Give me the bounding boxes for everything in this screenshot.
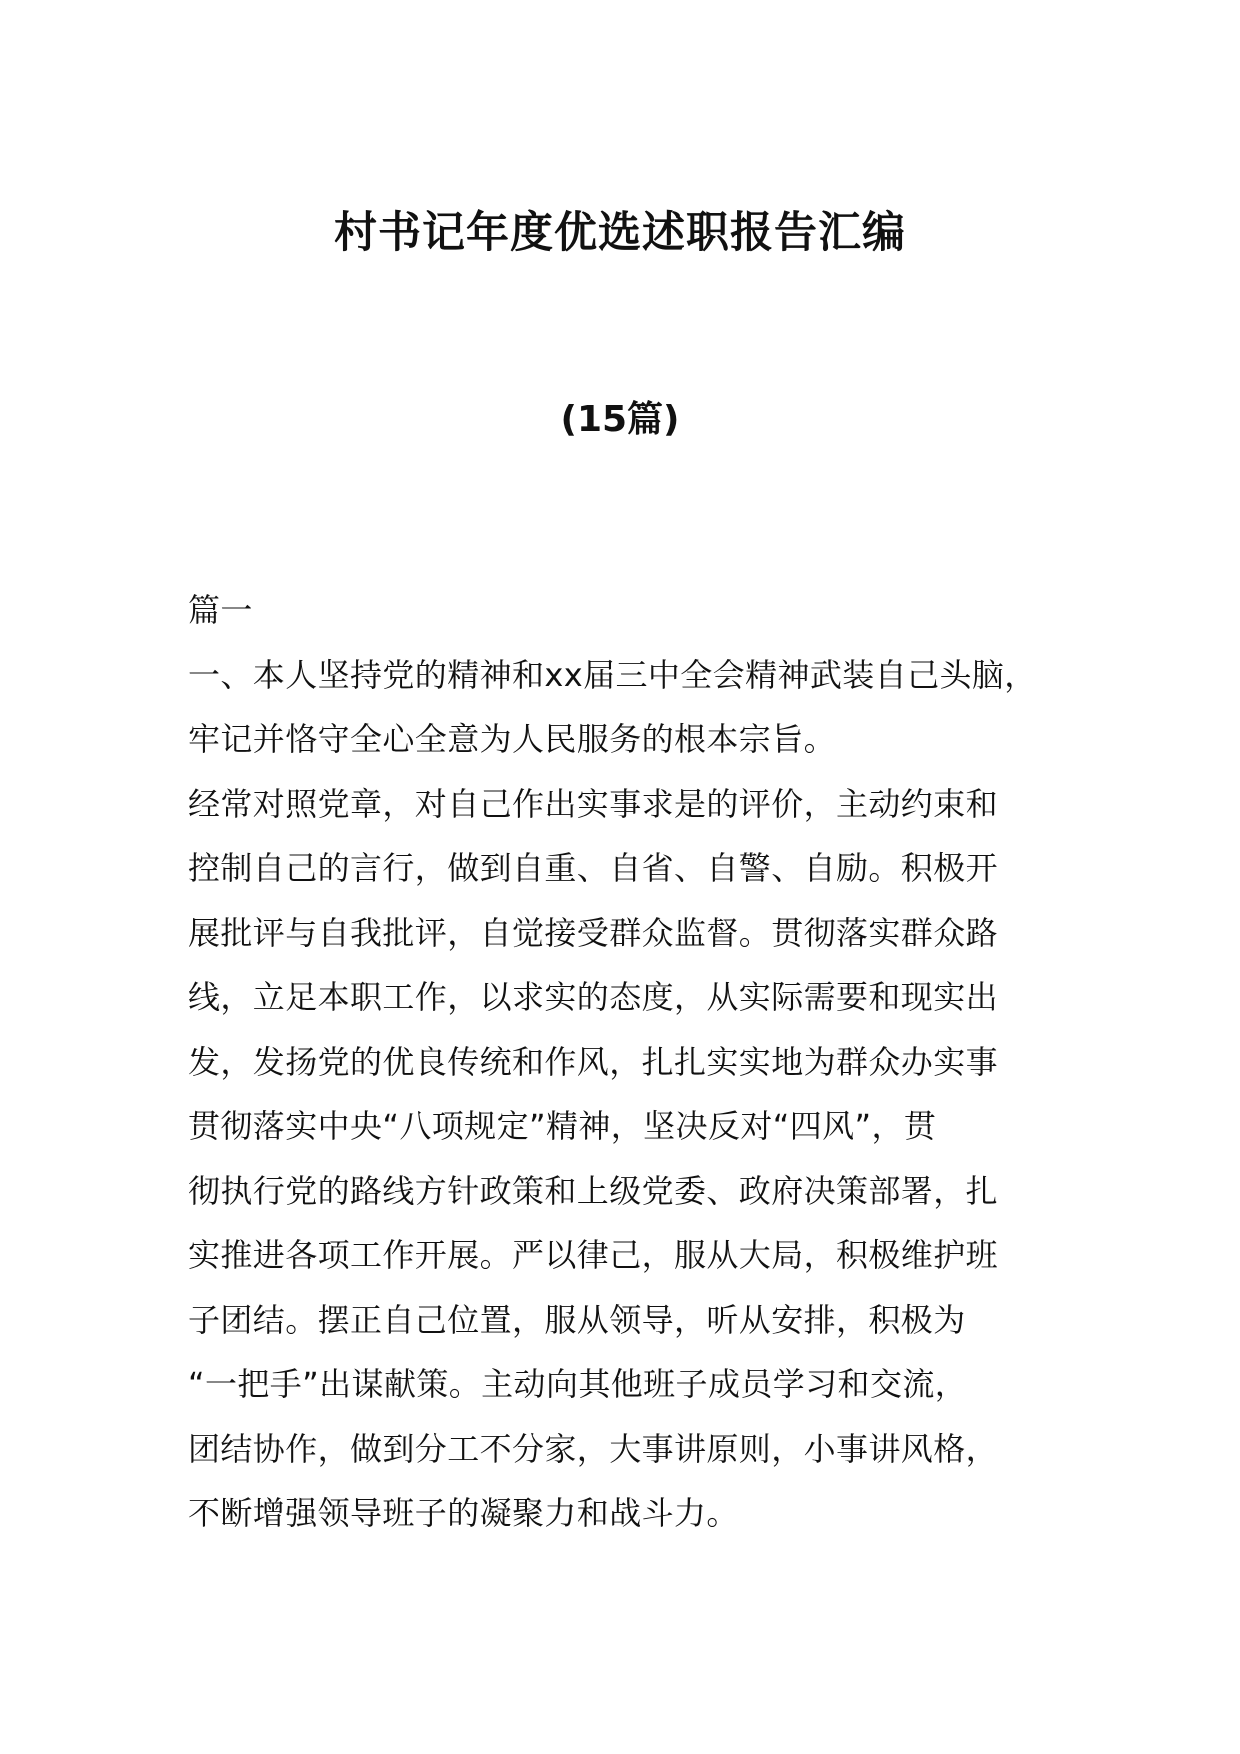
- section-heading: 篇一: [188, 591, 253, 629]
- body-line: 团结协作，做到分工不分家，大事讲原则，小事讲风格，: [188, 1429, 999, 1468]
- document-subtitle: (15篇): [560, 399, 680, 440]
- body-line: 实推进各项工作开展。严以律己，服从大局，积极维护班: [188, 1236, 999, 1274]
- body-line: 发，发扬党的优良传统和作风，扎扎实实地为群众办实事: [188, 1042, 999, 1081]
- body-line: 子团结。摆正自己位置，服从领导，听从安排，积极为: [188, 1300, 966, 1339]
- body-line: 牢记并恪守全心全意为人民服务的根本宗旨。: [188, 720, 837, 758]
- body-line: 线，立足本职工作，以求实的态度，从实际需要和现实出: [188, 978, 999, 1016]
- body-line: 控制自己的言行，做到自重、自省、自警、自励。积极开: [188, 849, 999, 887]
- body-line: 贯彻落实中央“八项规定”精神，坚决反对“四风”，贯: [188, 1107, 937, 1145]
- body-line: 不断增强领导班子的凝聚力和战斗力。: [188, 1494, 739, 1532]
- document-title: 村书记年度优选述职报告汇编: [334, 208, 906, 258]
- document-body: [188, 578, 1068, 1546]
- body-line: “一把手”出谋献策。主动向其他班子成员学习和交流，: [188, 1365, 968, 1403]
- body-line: 展批评与自我批评，自觉接受群众监督。贯彻落实群众路: [188, 913, 999, 952]
- body-line: 经常对照党章，对自己作出实事求是的评价，主动约束和: [188, 784, 999, 823]
- body-line: 一、本人坚持党的精神和xx届三中全会精神武装自己头脑，: [188, 655, 1037, 694]
- body-line: 彻执行党的路线方针政策和上级党委、政府决策部署，扎: [188, 1171, 999, 1210]
